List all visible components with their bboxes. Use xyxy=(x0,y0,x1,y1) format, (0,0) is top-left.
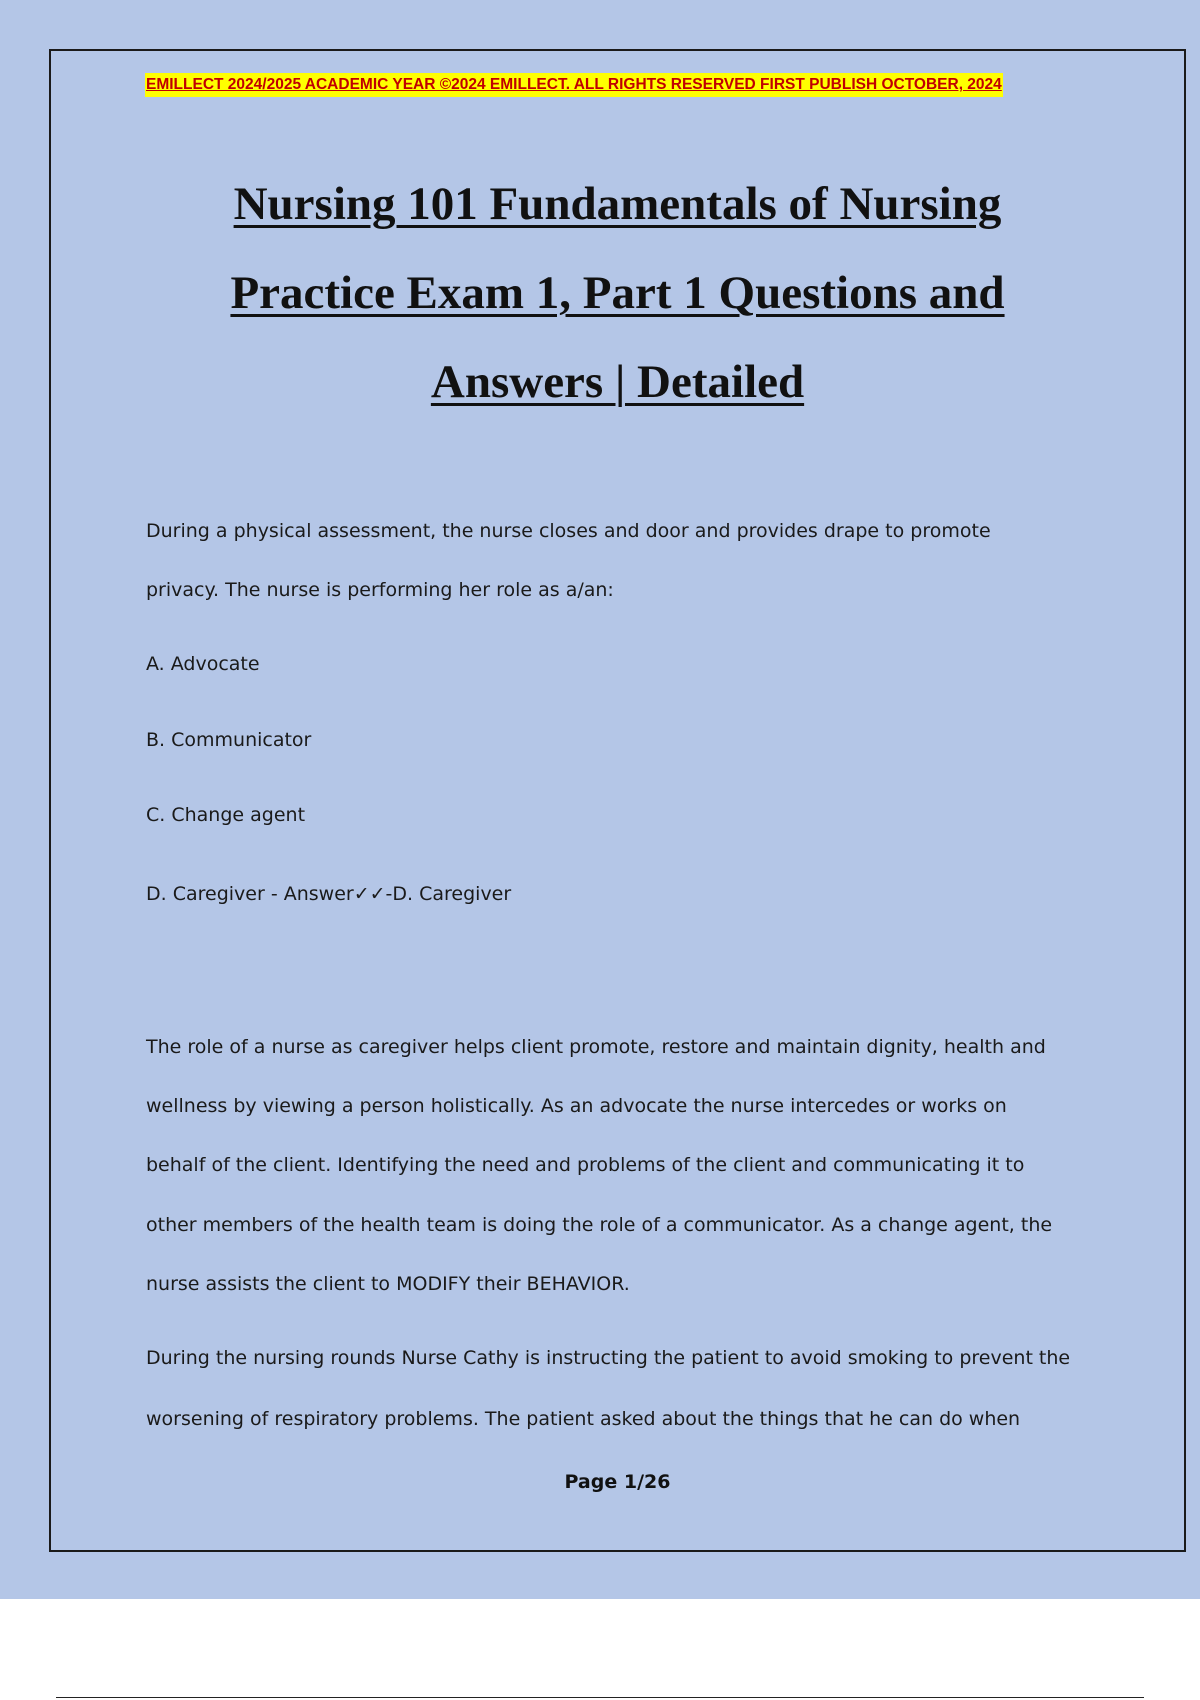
title-line-1: Nursing 101 Fundamentals of Nursing xyxy=(233,178,1002,230)
question-1-stem-line-1: During a physical assessment, the nurse closes and door and provides drape to promote xyxy=(146,520,991,542)
page-number: Page 1/26 xyxy=(564,1471,671,1493)
bottom-divider xyxy=(56,1697,1144,1698)
option-a: A. Advocate xyxy=(146,653,260,675)
option-d-answer: D. Caregiver - Answer✓✓-D. Caregiver xyxy=(146,883,512,905)
title-line-2: Practice Exam 1, Part 1 Questions and xyxy=(230,267,1005,319)
rationale-line-3: behalf of the client. Identifying the need and problems of the client and communicating it to xyxy=(146,1154,1025,1176)
copyright-banner: EMILLECT 2024/2025 ACADEMIC YEAR ©2024 EMILLECT. ALL RIGHTS RESERVED FIRST PUBLISH OCTOBER, 2024 xyxy=(145,73,1003,97)
rationale-line-5: nurse assists the client to MODIFY their BEHAVIOR. xyxy=(146,1273,630,1295)
question-1-stem-line-2: privacy. The nurse is performing her role as a/an: xyxy=(146,579,614,601)
document-title xyxy=(150,160,1085,427)
question-2-stem-line-1: During the nursing rounds Nurse Cathy is instructing the patient to avoid smoking to prevent the xyxy=(146,1347,1071,1369)
rationale-line-1: The role of a nurse as caregiver helps client promote, restore and maintain dignity, health and xyxy=(146,1036,1046,1058)
rationale-line-2: wellness by viewing a person holistically. As an advocate the nurse intercedes or works on xyxy=(146,1095,1007,1117)
title-line-3: Answers | Detailed xyxy=(430,356,805,408)
rationale-line-4: other members of the health team is doing the role of a communicator. As a change agent, the xyxy=(146,1214,1053,1236)
option-b: B. Communicator xyxy=(146,729,312,751)
option-c: C. Change agent xyxy=(146,804,306,826)
question-2-stem-line-2: worsening of respiratory problems. The patient asked about the things that he can do when xyxy=(146,1408,1021,1430)
